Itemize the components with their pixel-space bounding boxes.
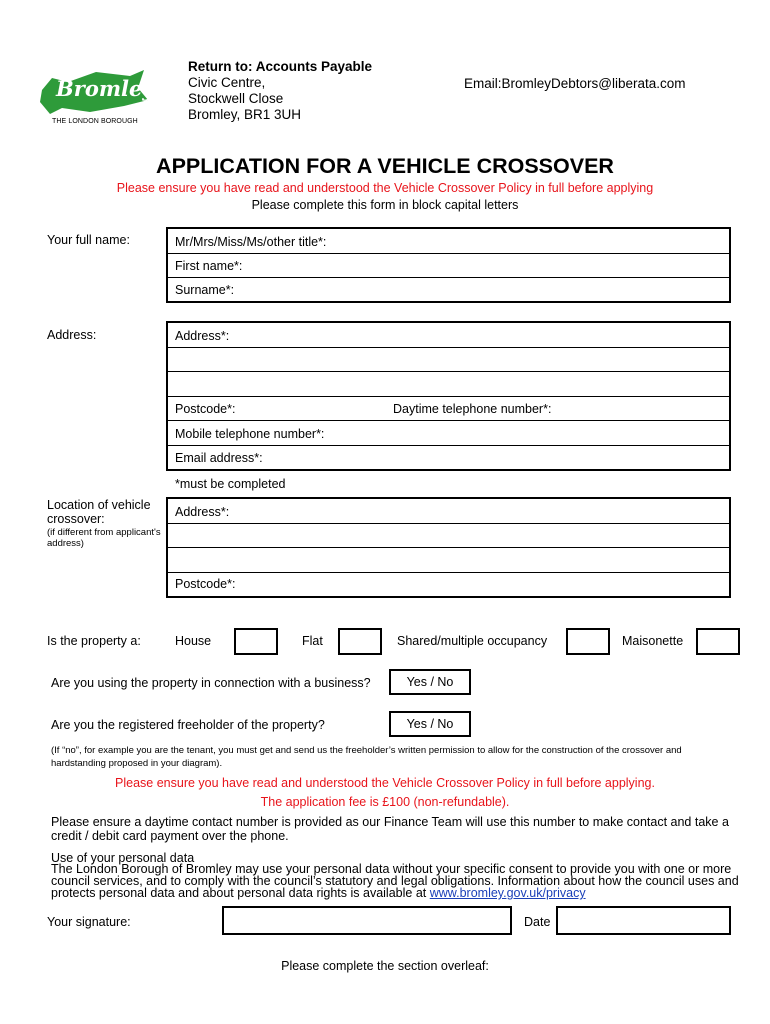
block-capitals-note: Please complete this form in block capital letters (251, 198, 519, 212)
location-label: Location of vehicle crossover: (47, 498, 151, 526)
row-divider (168, 547, 729, 548)
page-title: APPLICATION FOR A VEHICLE CROSSOVER (156, 154, 614, 178)
option-flat-label: Flat (302, 634, 323, 648)
privacy-link[interactable]: www.bromley.gov.uk/privacy (429, 886, 586, 900)
title-field[interactable]: Mr/Mrs/Miss/Ms/other title*: (175, 235, 327, 249)
option-shared-label: Shared/multiple occupancy (397, 634, 548, 648)
address-line-3: Bromley, BR1 3UH (188, 107, 302, 122)
property-question: Is the property a: (47, 634, 141, 648)
address-box (166, 321, 731, 471)
business-yes-no[interactable]: Yes / No (389, 669, 471, 695)
row-divider (168, 253, 729, 254)
email-contact (464, 76, 686, 91)
fee-notice: The application fee is £100 (non-refundable). (260, 795, 510, 809)
overleaf-note: Please complete the section overleaf: (281, 959, 489, 973)
personal-data-heading: Use of your personal data (51, 851, 195, 865)
date-label: Date (524, 915, 551, 929)
location-postcode-field[interactable]: Postcode*: (175, 577, 236, 591)
full-name-label: Your full name: (47, 233, 130, 247)
postcode-field[interactable]: Postcode*: (175, 402, 236, 416)
house-checkbox[interactable] (234, 628, 278, 655)
email-label: Email: (464, 76, 502, 91)
address-label: Address: (47, 328, 97, 342)
location-address-field[interactable]: Address*: (175, 505, 230, 519)
location-box (166, 497, 731, 598)
bromley-logo (38, 68, 155, 130)
logo-wordmark: Bromley (56, 76, 155, 101)
row-divider (168, 347, 729, 348)
return-address (188, 59, 372, 123)
surname-field[interactable]: Surname*: (175, 283, 235, 297)
mobile-phone-field[interactable]: Mobile telephone number*: (175, 427, 325, 441)
row-divider (168, 396, 729, 397)
freeholder-yes-no[interactable]: Yes / No (389, 711, 471, 737)
address-line-1: Civic Centre, (188, 75, 266, 90)
address-line-2: Stockwell Close (188, 91, 284, 106)
signature-box[interactable] (222, 906, 512, 935)
shared-checkbox[interactable] (566, 628, 610, 655)
option-maisonette-label: Maisonette (622, 634, 684, 648)
location-sub-label: (if different from applicant's address) (47, 527, 161, 549)
business-question: Are you using the property in connection with a business? (51, 676, 371, 690)
option-house-label: House (175, 634, 212, 648)
policy-notice-2: Please ensure you have read and understood the Vehicle Crossover Policy in full before applying. (115, 776, 655, 790)
personal-data-text (51, 863, 746, 899)
freeholder-note: (If “no”, for example you are the tenant, you must get and send us the freeholder’s written permission to allow for the construction of the crossover and hardstanding proposed in your diagram). (51, 745, 682, 769)
full-name-box (166, 227, 731, 303)
policy-notice: Please ensure you have read and understood the Vehicle Crossover Policy in full before applying (116, 181, 654, 195)
flat-checkbox[interactable] (338, 628, 382, 655)
signature-label: Your signature: (47, 915, 131, 929)
address-field[interactable]: Address*: (175, 329, 230, 343)
logo-subtitle: THE LONDON BOROUGH (52, 118, 138, 125)
personal-data-body: The London Borough of Bromley may use your personal data without your specific consent to provide you with one or more council services, and to comply with the council’s statutory and legal obligations. Information about how the council uses and protects personal data and about personal data rights is available at (51, 862, 739, 900)
row-divider (168, 420, 729, 421)
row-divider (168, 523, 729, 524)
row-divider (168, 277, 729, 278)
required-note: *must be completed (175, 477, 286, 491)
freeholder-question: Are you the registered freeholder of the property? (51, 718, 325, 732)
daytime-contact-note: Please ensure a daytime contact number is provided as our Finance Team will use this number to make contact and take a credit / debit card payment over the phone. (51, 815, 729, 843)
row-divider (168, 371, 729, 372)
row-divider (168, 572, 729, 573)
return-to: Return to: Accounts Payable (188, 59, 373, 74)
daytime-phone-field[interactable]: Daytime telephone number*: (393, 402, 552, 416)
email-field[interactable]: Email address*: (175, 451, 263, 465)
date-box[interactable] (556, 906, 731, 935)
row-divider (168, 445, 729, 446)
email-address: BromleyDebtors@liberata.com (501, 76, 686, 91)
maisonette-checkbox[interactable] (696, 628, 740, 655)
first-name-field[interactable]: First name*: (175, 259, 243, 273)
